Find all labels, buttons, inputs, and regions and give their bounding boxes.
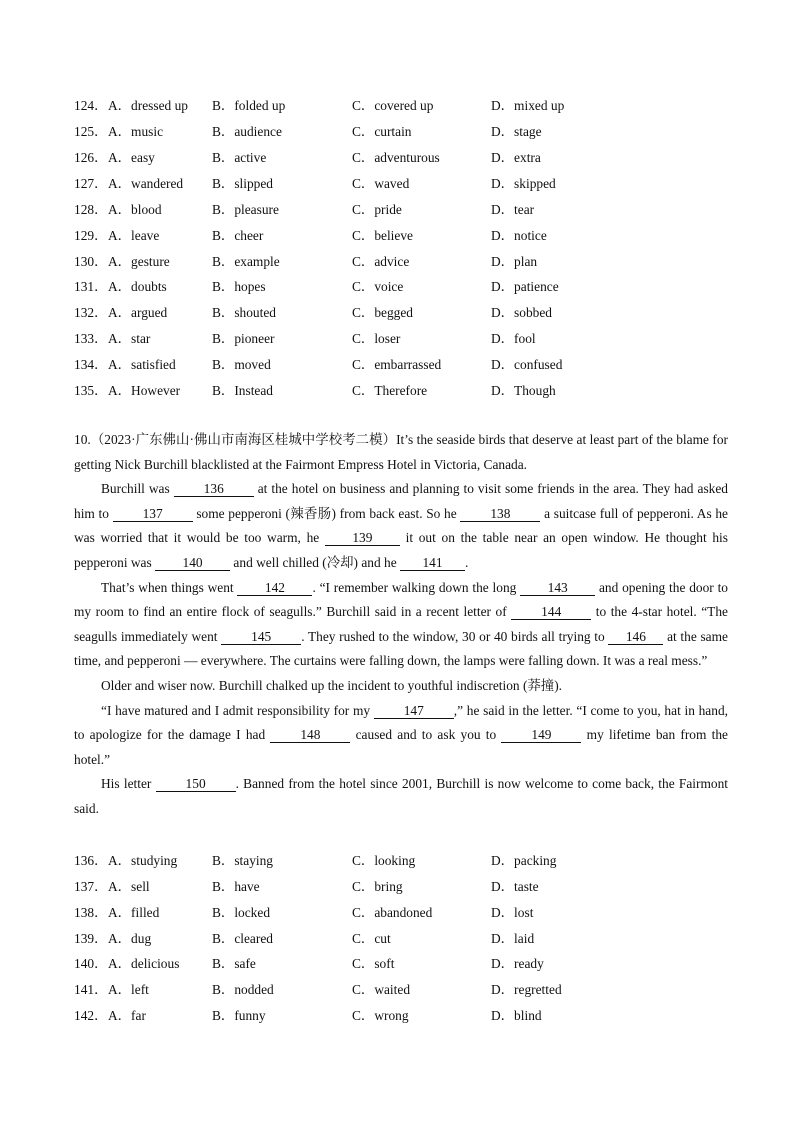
question-number: 134． bbox=[74, 357, 108, 372]
option-b: B．pleasure bbox=[212, 202, 279, 217]
answer-blank[interactable]: 146 bbox=[608, 629, 663, 645]
question-number: 139． bbox=[74, 931, 108, 946]
question-number: 138． bbox=[74, 905, 108, 920]
option-d: D．taste bbox=[491, 879, 539, 894]
option-d: D．regretted bbox=[491, 982, 562, 997]
option-a: A．music bbox=[108, 124, 164, 139]
option-c: C．believe bbox=[352, 228, 413, 243]
option-c: C．bring bbox=[352, 879, 403, 894]
question-number: 126． bbox=[74, 150, 108, 165]
passage-text: . Banned from the hotel since 2001, Burchill is now welcome to come back, the Fairmont said. bbox=[74, 776, 728, 816]
passage-text: and opening the door to my room to find an entire flock of seagulls.” Burchill said in a recent letter of bbox=[74, 579, 728, 620]
passage-text: . They rushed to the window, 30 or 40 birds all trying to bbox=[301, 628, 609, 644]
option-b: B．cheer bbox=[212, 228, 264, 243]
option-a: A．studying bbox=[108, 853, 178, 868]
option-b: B．staying bbox=[212, 853, 274, 868]
option-d: D．laid bbox=[491, 931, 535, 946]
option-a: A．blood bbox=[108, 202, 162, 217]
option-a: A．However bbox=[108, 383, 181, 398]
answer-blank[interactable]: 141 bbox=[400, 555, 465, 571]
option-c: C．Therefore bbox=[352, 383, 428, 398]
passage-paragraph bbox=[74, 576, 728, 674]
passage-paragraph bbox=[74, 477, 728, 575]
option-b: B．safe bbox=[212, 956, 256, 971]
answer-blank[interactable]: 140 bbox=[155, 555, 230, 571]
option-b: B．pioneer bbox=[212, 331, 275, 346]
passage-text: a suitcase full of pepperoni. As he was worried that it would be too warm, he bbox=[74, 505, 728, 546]
passage-paragraph: Older and wiser now. Burchill chalked up the incident to youthful indiscretion (莽撞). bbox=[101, 677, 563, 693]
passage-text: it out on the table near an open window. He thought his pepperoni was bbox=[74, 530, 728, 570]
option-a: A．satisfied bbox=[108, 357, 176, 372]
question-number: 124． bbox=[74, 98, 108, 113]
option-b: B．Instead bbox=[212, 383, 273, 398]
answer-blank[interactable]: 149 bbox=[501, 727, 581, 743]
option-b: B．moved bbox=[212, 357, 271, 372]
passage-paragraph bbox=[74, 699, 728, 773]
answer-blank[interactable]: 144 bbox=[511, 604, 591, 620]
option-d: D．extra bbox=[491, 150, 541, 165]
option-a: A．easy bbox=[108, 150, 155, 165]
option-c: C．curtain bbox=[352, 124, 412, 139]
answer-blank[interactable]: 143 bbox=[520, 580, 595, 596]
passage-text: His letter bbox=[101, 776, 156, 792]
option-d: D．Though bbox=[491, 383, 556, 398]
option-a: A．dug bbox=[108, 931, 152, 946]
question-number: 137． bbox=[74, 879, 108, 894]
passage-paragraph bbox=[74, 772, 728, 821]
passage-text: caused and to ask you to bbox=[350, 727, 502, 743]
option-b: B．shouted bbox=[212, 305, 276, 320]
passage-text: Burchill was bbox=[101, 481, 174, 497]
option-b: B．slipped bbox=[212, 176, 274, 191]
question-number: 135． bbox=[74, 383, 108, 398]
option-b: B．active bbox=[212, 150, 267, 165]
option-b: B．have bbox=[212, 879, 260, 894]
question-number: 142． bbox=[74, 1008, 108, 1023]
option-d: D．tear bbox=[491, 202, 535, 217]
passage-text: my lifetime ban from the hotel.” bbox=[74, 727, 728, 767]
question-number: 132． bbox=[74, 305, 108, 320]
option-d: D．blind bbox=[491, 1008, 542, 1023]
option-a: A．wandered bbox=[108, 176, 184, 191]
option-c: C．embarrassed bbox=[352, 357, 442, 372]
option-a: A．leave bbox=[108, 228, 160, 243]
option-d: D．stage bbox=[491, 124, 542, 139]
passage-text: some pepperoni (辣香肠) from back east. So he bbox=[192, 505, 461, 521]
option-a: A．delicious bbox=[108, 956, 180, 971]
option-c: C．looking bbox=[352, 853, 416, 868]
answer-blank[interactable]: 136 bbox=[174, 481, 254, 497]
option-d: D．skipped bbox=[491, 176, 556, 191]
option-b: B．folded up bbox=[212, 98, 286, 113]
option-d: D．sobbed bbox=[491, 305, 552, 320]
option-c: C．loser bbox=[352, 331, 401, 346]
question-number: 131． bbox=[74, 279, 108, 294]
answer-blank[interactable]: 139 bbox=[325, 530, 400, 546]
answer-blank[interactable]: 137 bbox=[113, 506, 193, 522]
option-c: C．abandoned bbox=[352, 905, 433, 920]
option-c: C．pride bbox=[352, 202, 402, 217]
option-c: C．wrong bbox=[352, 1008, 409, 1023]
passage-text: at the same time, and pepperoni — everywhere. The curtains were falling down, the lamps were falling down. It was a real mess.” bbox=[74, 628, 728, 669]
passage-text: to the 4-star hotel. “The seagulls immediately went bbox=[74, 604, 729, 644]
answer-blank[interactable]: 148 bbox=[270, 727, 350, 743]
passage-text: “I have matured and I admit responsibility for my bbox=[101, 702, 374, 718]
passage-text: That’s when things went bbox=[101, 579, 238, 595]
answer-blank[interactable]: 150 bbox=[156, 776, 236, 792]
option-d: D．notice bbox=[491, 228, 547, 243]
option-b: B．hopes bbox=[212, 279, 266, 294]
option-d: D．mixed up bbox=[491, 98, 565, 113]
option-c: C．waved bbox=[352, 176, 410, 191]
option-a: A．doubts bbox=[108, 279, 167, 294]
option-b: B．funny bbox=[212, 1008, 266, 1023]
option-d: D．ready bbox=[491, 956, 544, 971]
question-number: 128． bbox=[74, 202, 108, 217]
passage-text: ,” he said in the letter. “I come to you, hat in hand, to apologize for the damage I had bbox=[74, 702, 728, 743]
cloze-passage bbox=[74, 428, 728, 822]
option-d: D．confused bbox=[491, 357, 563, 372]
answer-blank[interactable]: 147 bbox=[374, 703, 454, 719]
question-number: 140． bbox=[74, 956, 108, 971]
answer-blank[interactable]: 142 bbox=[237, 580, 312, 596]
passage-intro: 10.（2023·广东佛山·佛山市南海区桂城中学校考二模）It’s the seaside birds that deserve at least part of the blame for getting Nick Burchill blacklisted at the Fairmont Empress Hotel in Victoria, Canada. bbox=[74, 432, 728, 472]
question-number: 127． bbox=[74, 176, 108, 191]
passage-text: . “I remember walking down the long bbox=[312, 579, 521, 595]
question-number: 136． bbox=[74, 853, 108, 868]
option-a: A．dressed up bbox=[108, 98, 188, 113]
option-c: C．voice bbox=[352, 279, 404, 294]
option-c: C．begged bbox=[352, 305, 413, 320]
option-d: D．patience bbox=[491, 279, 559, 294]
option-c: C．covered up bbox=[352, 98, 434, 113]
option-d: D．packing bbox=[491, 853, 557, 868]
question-number: 130． bbox=[74, 254, 108, 269]
answer-blank[interactable]: 145 bbox=[221, 629, 301, 645]
option-c: C．adventurous bbox=[352, 150, 440, 165]
question-number: 129． bbox=[74, 228, 108, 243]
option-b: B．locked bbox=[212, 905, 271, 920]
option-a: A．sell bbox=[108, 879, 150, 894]
option-a: A．argued bbox=[108, 305, 168, 320]
question-number: 141． bbox=[74, 982, 108, 997]
option-c: C．soft bbox=[352, 956, 395, 971]
question-number: 133． bbox=[74, 331, 108, 346]
passage-text: . bbox=[465, 554, 469, 570]
option-b: B．example bbox=[212, 254, 280, 269]
option-d: D．fool bbox=[491, 331, 536, 346]
passage-text: at the hotel on business and planning to visit some friends in the area. They had asked him to bbox=[74, 481, 728, 521]
option-d: D．plan bbox=[491, 254, 538, 269]
option-a: A．filled bbox=[108, 905, 160, 920]
option-c: C．advice bbox=[352, 254, 410, 269]
option-a: A．far bbox=[108, 1008, 146, 1023]
option-b: B．audience bbox=[212, 124, 282, 139]
option-d: D．lost bbox=[491, 905, 534, 920]
option-c: C．waited bbox=[352, 982, 411, 997]
option-b: B．cleared bbox=[212, 931, 273, 946]
option-a: A．star bbox=[108, 331, 151, 346]
option-b: B．nodded bbox=[212, 982, 274, 997]
question-number: 125． bbox=[74, 124, 108, 139]
answer-blank[interactable]: 138 bbox=[460, 506, 540, 522]
option-a: A．left bbox=[108, 982, 149, 997]
passage-text: and well chilled (冷却) and he bbox=[230, 554, 401, 570]
option-c: C．cut bbox=[352, 931, 391, 946]
option-a: A．gesture bbox=[108, 254, 170, 269]
